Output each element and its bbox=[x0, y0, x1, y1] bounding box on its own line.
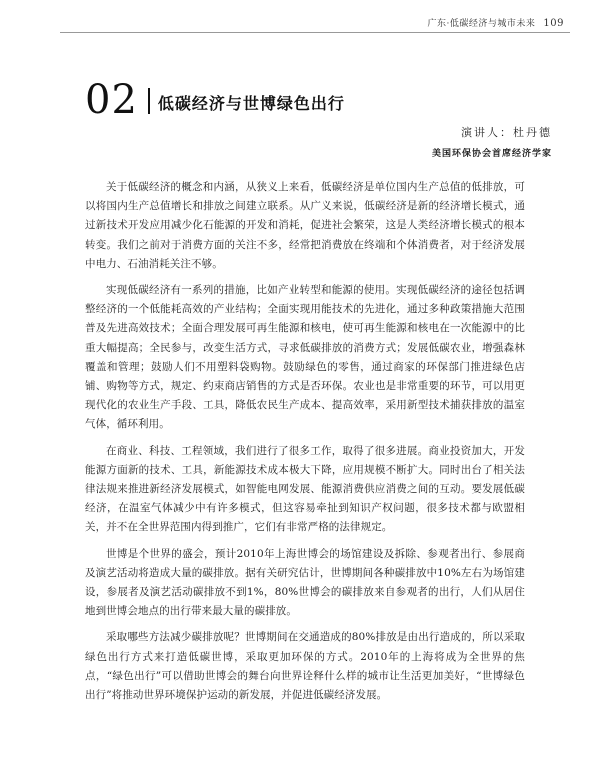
speaker-name: 演讲人：杜丹德 bbox=[461, 126, 552, 139]
paragraph-4: 世博是个世界的盛会，预计2010年上海世博会的场馆建设及拆除、参观者出行、参展商及演艺活动将造成大量的碳排放。据有关研究估计，世博期间各种碳排放中10%左右为场馆建设，参展者及演艺活动碳排放不到1%，80%世博会的碳排放来自参观者的出行，人们从居住地到世博会地点的出行带来最大量的碳排放。 bbox=[85, 547, 525, 618]
chapter-number: 02 bbox=[85, 77, 138, 123]
chapter-divider bbox=[148, 88, 150, 114]
chapter-heading bbox=[85, 77, 345, 123]
paragraph-1: 关于低碳经济的概念和内涵，从狭义上来看，低碳经济是单位国内生产总值的低排放，可以将国内生产总值增长和排放之间建立联系。从广义来说，低碳经济是新的经济增长模式，通过新技术开发应用减少化石能源的开发和消耗，促进社会繁荣，这是人类经济增长模式的根本转变。我们之前对于消费方面的关注不多，经常把消费放在终端和个体消费者，对于经济发展中电力、石油消耗关注不够。 bbox=[85, 181, 525, 270]
article-body bbox=[85, 178, 525, 712]
header-rule bbox=[60, 32, 570, 33]
chapter-title: 低碳经济与世博绿色出行 bbox=[157, 94, 345, 113]
speaker-block bbox=[432, 124, 552, 159]
running-header-text: 广东·低碳经济与城市未来 bbox=[427, 19, 536, 29]
paragraph-5: 采取哪些方法减少碳排放呢？世博期间在交通造成的80%排放是由出行造成的，所以采取绿色出行方式来打造低碳世博，采取更加环保的方式。2010年的上海将成为全世界的焦点，“绿色出行”可以借助世博会的舞台向世界诠释什么样的城市让生活更加美好，“世博绿色出行”将推动世界环境保护运动的新发展，并促进低碳经济发展。 bbox=[85, 631, 525, 702]
paragraph-3: 在商业、科技、工程领域，我们进行了很多工作，取得了很多进展。商业投资加大，开发能源方面新的技术、工具，新能源技术成本极大下降，应用规模不断扩大。同时出台了相关法律法规来推进新经济发展模式，如智能电网发展、能源消费供应消费之间的互动。要发展低碳经济，在温室气体减少中有许多模式，但这容易牵扯到知识产权问题，很多技术都与欧盟相关，并不在全世界范围内得到推广，它们有非常严格的法律规定。 bbox=[85, 444, 525, 534]
speaker-title: 美国环保协会首席经济学家 bbox=[431, 149, 552, 159]
running-header bbox=[428, 16, 564, 29]
paragraph-2: 实现低碳经济有一系列的措施，比如产业转型和能源的使用。实现低碳经济的途径包括调整经济的一个低能耗高效的产业结构；全面实现用能技术的先进化，通过多种政策措施大范围普及先进高效技术；全面合理发展可再生能源和核电，使可再生能源和核电在一次能源中的比重大幅提高；全民参与，改变生活方式，寻求低碳排放的消费方式；发展低碳农业，增强森林覆盖和管理；鼓励人们不用塑料袋购物。鼓励绿色的零售，通过商家的环保部门推进绿色店铺、购物等方式，规定、约束商店销售的方式是否环保。农业也是非常重要的环节，可以用更现代化的农业生产手段、工具，降低农民生产成本、提高效率，采用新型技术捕获排放的温室气体，循环利用。 bbox=[85, 284, 525, 431]
page-number: 109 bbox=[543, 18, 564, 29]
